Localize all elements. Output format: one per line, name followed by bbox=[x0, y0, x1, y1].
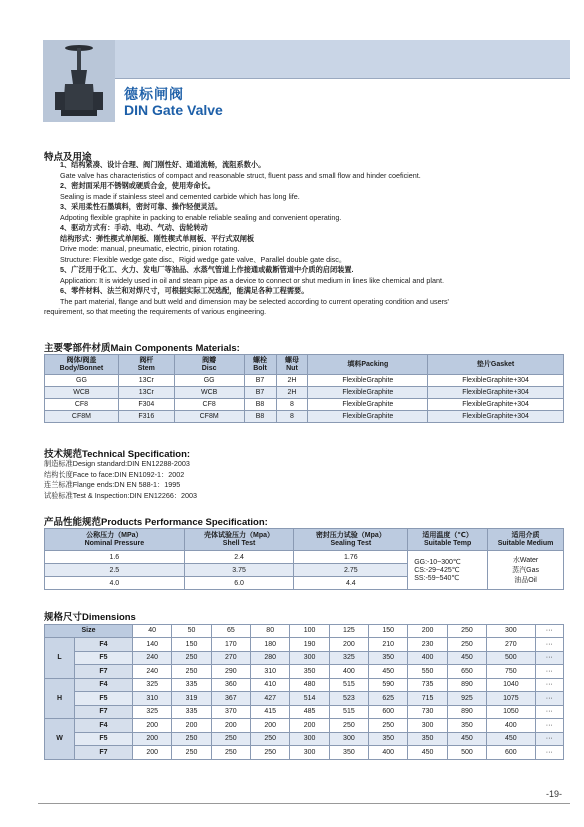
medium-line: 蒸汽Gas bbox=[512, 567, 539, 574]
table-cell: F316 bbox=[118, 411, 174, 423]
header-en: Body/Bonnet bbox=[59, 364, 104, 372]
table-row bbox=[45, 411, 564, 423]
table-cell: 310 bbox=[133, 692, 172, 706]
page-header bbox=[40, 40, 570, 125]
table-cell: 625 bbox=[369, 692, 408, 706]
table-cell: 8 bbox=[276, 411, 308, 423]
performance-header bbox=[408, 529, 488, 551]
flange-label: F7 bbox=[75, 705, 133, 719]
table-row bbox=[45, 651, 564, 665]
table-cell: 290 bbox=[211, 665, 250, 679]
features-line: Sealing is made if stainless steel and cemented carbide which has long life. bbox=[60, 191, 300, 201]
table-cell: 1075 bbox=[487, 692, 536, 706]
table-cell: 350 bbox=[329, 746, 368, 760]
table-cell: 514 bbox=[290, 692, 329, 706]
table-cell: 250 bbox=[251, 746, 290, 760]
flange-label: F5 bbox=[75, 651, 133, 665]
table-cell: 335 bbox=[172, 678, 211, 692]
table-cell: 450 bbox=[447, 732, 486, 746]
table-cell: 1040 bbox=[487, 678, 536, 692]
table-cell: 350 bbox=[290, 665, 329, 679]
flange-label: F4 bbox=[75, 719, 133, 733]
table-cell: 350 bbox=[408, 732, 447, 746]
title-en: DIN Gate Valve bbox=[124, 102, 223, 118]
table-row bbox=[45, 732, 564, 746]
table-cell: 450 bbox=[487, 732, 536, 746]
table-cell: 500 bbox=[447, 746, 486, 760]
materials-title: 主要零部件材质Main Components Materials: bbox=[44, 343, 240, 354]
size-header: 125 bbox=[329, 625, 368, 638]
features-line: 结构形式：弹性楔式单闸板、刚性楔式单闸板、平行式双闸板 bbox=[60, 233, 255, 243]
table-cell: FlexibleGraphite bbox=[308, 375, 428, 387]
tech-spec-line: 结构长度Face to face:DIN EN1092-1：2002 bbox=[44, 469, 185, 479]
table-cell: 170 bbox=[211, 638, 250, 652]
table-cell: 890 bbox=[447, 705, 486, 719]
size-header: 300 bbox=[487, 625, 536, 638]
table-cell: 730 bbox=[408, 705, 447, 719]
performance-header bbox=[294, 529, 408, 551]
table-cell: 650 bbox=[447, 665, 486, 679]
table-row bbox=[45, 678, 564, 692]
table-cell: 270 bbox=[211, 651, 250, 665]
table-cell: 250 bbox=[211, 746, 250, 760]
materials-header bbox=[276, 355, 308, 375]
table-row bbox=[45, 705, 564, 719]
performance-header bbox=[45, 529, 185, 551]
table-cell: 250 bbox=[447, 638, 486, 652]
tech-spec-line: 试验标准Test & Inspection:DIN EN12266：2003 bbox=[44, 490, 198, 500]
table-cell: B8 bbox=[244, 411, 276, 423]
table-cell: 450 bbox=[369, 665, 408, 679]
table-cell: 1050 bbox=[487, 705, 536, 719]
tech-spec-line: 连兰标准Flange ends:DN EN 588-1：1995 bbox=[44, 480, 181, 489]
temp-cell bbox=[408, 551, 488, 590]
table-cell: ··· bbox=[535, 692, 563, 706]
table-cell: ··· bbox=[535, 719, 563, 733]
table-cell: 2H bbox=[276, 375, 308, 387]
header-cn: 密封压力试验（Mpa） bbox=[315, 531, 386, 539]
table-cell: 250 bbox=[369, 719, 408, 733]
group-label: L bbox=[45, 638, 75, 679]
header-cn: 阀体/阀盖 bbox=[66, 356, 97, 364]
features-line: Application: It is widely used in oil and steam pipe as a device to connect or shut medium in lines like chemical and plant. bbox=[60, 275, 444, 285]
header-en: Stem bbox=[137, 364, 155, 372]
temp-line: SS:-59~540℃ bbox=[414, 575, 460, 582]
size-header: 200 bbox=[408, 625, 447, 638]
table-cell: 400 bbox=[487, 719, 536, 733]
header-cn: 适用温度（℃） bbox=[422, 531, 473, 539]
features-line: Drive mode: manual, pneumatic, electric, pinion rotating. bbox=[60, 244, 240, 253]
table-cell: 523 bbox=[329, 692, 368, 706]
table-cell: B8 bbox=[244, 399, 276, 411]
table-cell: CF8M bbox=[45, 411, 119, 423]
table-cell: 400 bbox=[369, 746, 408, 760]
table-cell: 3.75 bbox=[184, 564, 294, 577]
table-cell: FlexibleGraphite bbox=[308, 387, 428, 399]
flange-label: F5 bbox=[75, 732, 133, 746]
table-cell: 370 bbox=[211, 705, 250, 719]
header-en: Suitable Medium bbox=[497, 539, 554, 547]
table-row bbox=[45, 746, 564, 760]
table-cell: 350 bbox=[447, 719, 486, 733]
table-cell: F304 bbox=[118, 399, 174, 411]
features-line: requirement, so that meeting the requirements of various engineering. bbox=[44, 307, 267, 316]
table-cell: 1.6 bbox=[45, 551, 185, 564]
table-cell: 450 bbox=[447, 651, 486, 665]
size-header: 100 bbox=[290, 625, 329, 638]
table-cell: 360 bbox=[211, 678, 250, 692]
table-cell: 200 bbox=[251, 719, 290, 733]
performance-table bbox=[44, 528, 564, 590]
flange-label: F7 bbox=[75, 665, 133, 679]
features-line: 1、结构紧凑、设计合理、阀门刚性好、通道流畅，流阻系数小。 bbox=[60, 160, 266, 169]
table-cell: ··· bbox=[535, 705, 563, 719]
table-cell: 200 bbox=[133, 719, 172, 733]
table-row bbox=[45, 719, 564, 733]
header-en: Sealing Test bbox=[330, 539, 372, 547]
features-line: 4、驱动方式有：手动、电动、气动、齿轮转动 bbox=[60, 223, 208, 232]
table-cell: CF8M bbox=[174, 411, 244, 423]
materials-header bbox=[308, 355, 428, 375]
table-cell: 2.75 bbox=[294, 564, 408, 577]
table-cell: 427 bbox=[251, 692, 290, 706]
group-label: W bbox=[45, 719, 75, 760]
size-header: 40 bbox=[133, 625, 172, 638]
size-header: 150 bbox=[369, 625, 408, 638]
table-cell: 270 bbox=[487, 638, 536, 652]
title-cn: 德标闸阀 bbox=[124, 86, 184, 102]
table-cell: 300 bbox=[290, 732, 329, 746]
features-line: The part material, flange and butt weld and dimension may be selected according to current operating condition and users' bbox=[60, 296, 449, 306]
features-line: 6、零件材料、法兰和对焊尺寸，可根据实际工况选配，能满足各种工程需要。 bbox=[60, 286, 309, 295]
header-en: Shell Test bbox=[222, 539, 256, 547]
table-cell: 2.5 bbox=[45, 564, 185, 577]
table-cell: 200 bbox=[211, 719, 250, 733]
tech-spec-title: 技术规范Technical Specification: bbox=[44, 449, 191, 460]
table-cell: 240 bbox=[133, 665, 172, 679]
flange-label: F5 bbox=[75, 692, 133, 706]
header-cn: 垫片Gasket bbox=[476, 360, 515, 368]
materials-header bbox=[244, 355, 276, 375]
table-cell: 400 bbox=[329, 665, 368, 679]
table-cell: 13Cr bbox=[118, 387, 174, 399]
table-cell: 600 bbox=[487, 746, 536, 760]
table-row bbox=[45, 551, 564, 564]
features-title: 特点及用途 bbox=[44, 152, 92, 163]
table-cell: 500 bbox=[487, 651, 536, 665]
performance-header bbox=[488, 529, 564, 551]
materials-header bbox=[428, 355, 564, 375]
performance-header bbox=[184, 529, 294, 551]
page-number: -19- bbox=[545, 789, 562, 799]
table-cell: 410 bbox=[251, 678, 290, 692]
header-cn: 公称压力（MPa） bbox=[86, 531, 143, 539]
table-cell: WCB bbox=[45, 387, 119, 399]
flange-label: F4 bbox=[75, 678, 133, 692]
features-line: 2、密封面采用不锈钢或硬质合金，使用寿命长。 bbox=[60, 181, 215, 190]
table-cell: 250 bbox=[329, 719, 368, 733]
medium-line: 水Water bbox=[512, 557, 539, 564]
table-cell: 190 bbox=[290, 638, 329, 652]
features-line: 3、采用柔性石墨填料，密封可靠、操作轻便灵活。 bbox=[60, 202, 223, 211]
table-cell: 515 bbox=[329, 705, 368, 719]
tech-spec-line: 制造标准Design standard:DIN EN12288-2003 bbox=[44, 459, 190, 468]
table-cell: FlexibleGraphite+304 bbox=[428, 387, 564, 399]
table-cell: 200 bbox=[290, 719, 329, 733]
table-cell: FlexibleGraphite+304 bbox=[428, 411, 564, 423]
table-cell: B7 bbox=[244, 387, 276, 399]
table-cell: 210 bbox=[369, 638, 408, 652]
table-cell: 325 bbox=[329, 651, 368, 665]
table-cell: CF8 bbox=[174, 399, 244, 411]
table-cell: 250 bbox=[211, 732, 250, 746]
medium-cell bbox=[488, 551, 564, 590]
features-line: Gate valve has characteristics of compact and reasonable struct, fluent pass and small flow and hinder coeficient. bbox=[60, 170, 421, 180]
table-cell: 200 bbox=[133, 746, 172, 760]
dimensions-title: 规格尺寸Dimensions bbox=[44, 612, 136, 623]
table-cell: 250 bbox=[251, 732, 290, 746]
table-cell: 2.4 bbox=[184, 551, 294, 564]
table-cell: B7 bbox=[244, 375, 276, 387]
table-cell: 250 bbox=[172, 746, 211, 760]
table-row bbox=[45, 387, 564, 399]
table-cell: 480 bbox=[290, 678, 329, 692]
table-cell: 200 bbox=[172, 719, 211, 733]
header-en: Nut bbox=[286, 364, 298, 372]
table-cell: 250 bbox=[172, 665, 211, 679]
table-cell: 310 bbox=[251, 665, 290, 679]
header-en: Disc bbox=[201, 364, 217, 372]
table-cell: 325 bbox=[133, 678, 172, 692]
table-cell: 325 bbox=[133, 705, 172, 719]
table-cell: 600 bbox=[369, 705, 408, 719]
flange-label: F4 bbox=[75, 638, 133, 652]
performance-title: 产品性能规范Products Performance Specification: bbox=[44, 517, 268, 528]
table-cell: 4.0 bbox=[45, 577, 185, 590]
size-header: 50 bbox=[172, 625, 211, 638]
table-cell: 400 bbox=[408, 651, 447, 665]
table-cell: ··· bbox=[535, 732, 563, 746]
table-cell: 350 bbox=[369, 651, 408, 665]
header-cn: 阀杆 bbox=[139, 356, 154, 364]
features-line: Structure: Flexible wedge gate disc、Rigid wedge gate valve、Parallel double gate disc。 bbox=[60, 254, 347, 264]
materials-header bbox=[174, 355, 244, 375]
header-cn: 阀瓣 bbox=[202, 356, 217, 364]
flange-label: F7 bbox=[75, 746, 133, 760]
table-cell: 300 bbox=[408, 719, 447, 733]
table-cell: 200 bbox=[329, 638, 368, 652]
table-cell: 485 bbox=[290, 705, 329, 719]
table-cell: 150 bbox=[172, 638, 211, 652]
table-cell: 6.0 bbox=[184, 577, 294, 590]
table-cell: ··· bbox=[535, 678, 563, 692]
table-cell: FlexibleGraphite bbox=[308, 399, 428, 411]
table-cell: 300 bbox=[329, 732, 368, 746]
table-cell: FlexibleGraphite+304 bbox=[428, 399, 564, 411]
table-row bbox=[45, 638, 564, 652]
table-cell: 450 bbox=[408, 746, 447, 760]
table-cell: ··· bbox=[535, 651, 563, 665]
footer-divider bbox=[38, 803, 570, 804]
table-cell: 250 bbox=[172, 732, 211, 746]
group-label: H bbox=[45, 678, 75, 719]
table-cell: 200 bbox=[133, 732, 172, 746]
header-cn: 适用介质 bbox=[511, 531, 540, 539]
header-band bbox=[115, 40, 570, 78]
header-divider bbox=[115, 78, 570, 79]
size-header: ··· bbox=[535, 625, 563, 638]
dimensions-table bbox=[44, 624, 564, 760]
table-cell: 280 bbox=[251, 651, 290, 665]
header-cn: 填料Packing bbox=[347, 360, 389, 368]
table-row bbox=[45, 399, 564, 411]
table-cell: 180 bbox=[251, 638, 290, 652]
table-cell: 4.4 bbox=[294, 577, 408, 590]
table-cell: 590 bbox=[369, 678, 408, 692]
table-cell: 300 bbox=[290, 746, 329, 760]
table-cell: 890 bbox=[447, 678, 486, 692]
header-en: Suitable Temp bbox=[423, 539, 472, 547]
table-cell: 140 bbox=[133, 638, 172, 652]
materials-header bbox=[45, 355, 119, 375]
size-header: 80 bbox=[251, 625, 290, 638]
header-en: Nominal Pressure bbox=[84, 539, 145, 547]
table-cell: 925 bbox=[447, 692, 486, 706]
size-header: 65 bbox=[211, 625, 250, 638]
table-row bbox=[45, 692, 564, 706]
table-cell: 335 bbox=[172, 705, 211, 719]
table-cell: 750 bbox=[487, 665, 536, 679]
table-cell: 367 bbox=[211, 692, 250, 706]
table-cell: 250 bbox=[172, 651, 211, 665]
table-cell: 550 bbox=[408, 665, 447, 679]
features-line: Adpoting flexible graphite in packing to enable reliable sealing and convenient operating. bbox=[60, 212, 342, 222]
table-cell: 300 bbox=[290, 651, 329, 665]
table-cell: CF8 bbox=[45, 399, 119, 411]
temp-line: CS:-29~425℃ bbox=[414, 567, 460, 574]
table-cell: 13Cr bbox=[118, 375, 174, 387]
table-cell: GG bbox=[174, 375, 244, 387]
table-cell: FlexibleGraphite+304 bbox=[428, 375, 564, 387]
materials-table bbox=[44, 354, 564, 423]
table-cell: FlexibleGraphite bbox=[308, 411, 428, 423]
materials-header bbox=[118, 355, 174, 375]
table-cell: 415 bbox=[251, 705, 290, 719]
table-cell: 1.76 bbox=[294, 551, 408, 564]
table-cell: 515 bbox=[329, 678, 368, 692]
header-cn: 螺栓 bbox=[253, 356, 268, 364]
table-cell: 319 bbox=[172, 692, 211, 706]
valve-photo bbox=[43, 40, 115, 122]
table-cell: 230 bbox=[408, 638, 447, 652]
temp-line: GG:-10~300℃ bbox=[414, 559, 461, 566]
table-cell: ··· bbox=[535, 665, 563, 679]
header-en: Bolt bbox=[253, 364, 267, 372]
table-cell: GG bbox=[45, 375, 119, 387]
medium-line: 油品Oil bbox=[514, 577, 537, 584]
header-cn: 壳体试验压力（Mpa） bbox=[204, 531, 275, 539]
size-header: 250 bbox=[447, 625, 486, 638]
table-cell: 735 bbox=[408, 678, 447, 692]
table-cell: 715 bbox=[408, 692, 447, 706]
table-cell: WCB bbox=[174, 387, 244, 399]
table-cell: ··· bbox=[535, 638, 563, 652]
table-cell: ··· bbox=[535, 746, 563, 760]
table-row bbox=[45, 665, 564, 679]
features-line: 5、广泛用于化工、火力、发电厂等油品、水蒸气管道上作接通或截断管道中介质的启闭装置. bbox=[60, 265, 354, 274]
table-cell: 240 bbox=[133, 651, 172, 665]
table-cell: 350 bbox=[369, 732, 408, 746]
table-cell: 2H bbox=[276, 387, 308, 399]
header-cn: 螺母 bbox=[284, 356, 299, 364]
table-row bbox=[45, 375, 564, 387]
size-label: Size bbox=[45, 625, 133, 638]
table-cell: 8 bbox=[276, 399, 308, 411]
